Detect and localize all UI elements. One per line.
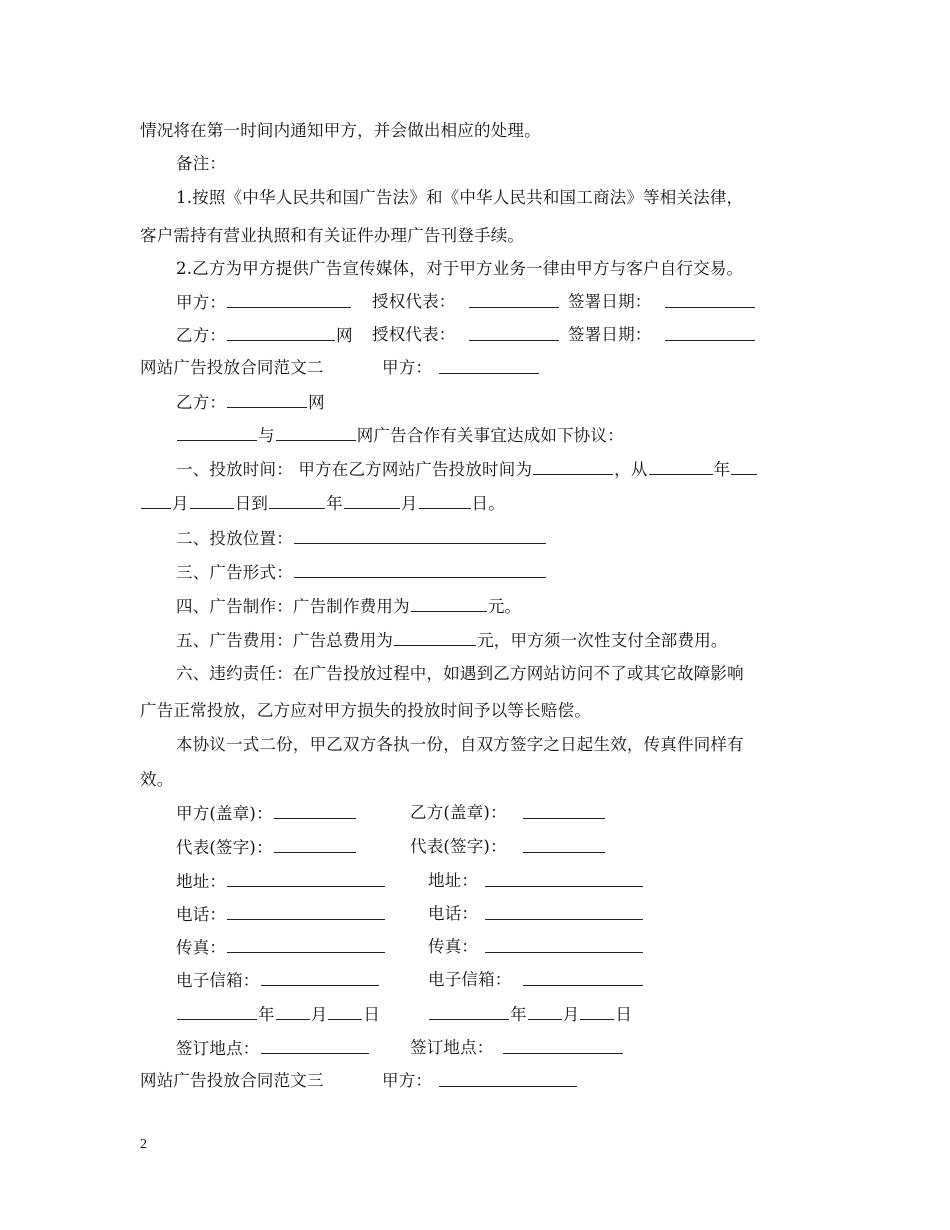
blank-field[interactable] — [649, 458, 713, 475]
label: 签署日期： — [568, 325, 652, 344]
label: 电话： — [176, 905, 227, 924]
production-row — [176, 595, 812, 618]
label: 年 — [713, 460, 731, 479]
blank-field[interactable] — [419, 492, 471, 509]
placement-row — [176, 527, 812, 550]
blank-field[interactable] — [276, 424, 356, 441]
blank-field[interactable] — [274, 836, 356, 853]
label: 五、广告费用：广告总费用为 — [176, 631, 394, 650]
blank-field[interactable] — [731, 458, 757, 475]
label: 甲方： — [382, 1071, 433, 1090]
blank-field[interactable] — [294, 527, 546, 544]
label: 地址： — [176, 872, 227, 891]
paragraph-line: 1.按照《中华人民共和国广告法》和《中华人民共和国工商法》等相关法律， — [176, 188, 744, 207]
blank-field[interactable] — [227, 391, 307, 408]
paragraph-line: 本协议一式二份，甲乙双方各执一份，自双方签字之日起生效，传真件同样有 — [176, 735, 744, 754]
page-number: 2 — [140, 1137, 147, 1152]
blank-field[interactable] — [269, 492, 325, 509]
label: 网 — [308, 393, 325, 412]
ad-format-row — [176, 561, 812, 584]
label: 签订地点： — [176, 1039, 260, 1058]
blank-field[interactable] — [485, 903, 643, 920]
label: 签订地点： — [410, 1038, 494, 1057]
label: ，从 — [614, 460, 648, 479]
blank-field[interactable] — [227, 936, 385, 953]
blank-field[interactable] — [528, 1003, 562, 1020]
paragraph-line: 情况将在第一时间内通知甲方，并会做出相应的处理。 — [140, 121, 541, 140]
label: 网 — [336, 326, 353, 345]
label: 乙方(盖章)： — [410, 803, 507, 822]
label: 月 — [400, 494, 418, 513]
sign-place-row — [176, 1037, 812, 1060]
paragraph-line: 客户需持有营业执照和有关证件办理广告刊登手续。 — [140, 226, 525, 245]
blank-field[interactable] — [665, 324, 755, 341]
term-time-row-cont — [140, 492, 812, 515]
label: 日 — [363, 1005, 381, 1024]
label: 元。 — [487, 597, 522, 616]
label: 甲方(盖章)： — [176, 804, 273, 823]
label: 电子信箱： — [428, 970, 512, 989]
fax-row — [176, 936, 812, 959]
blank-field[interactable] — [227, 903, 385, 920]
label: 元，甲方须一次性支付全部费用。 — [477, 631, 728, 650]
label: 代表(签字)： — [176, 838, 273, 857]
blank-field[interactable] — [469, 324, 559, 341]
label: 月 — [562, 1005, 580, 1024]
blank-field[interactable] — [503, 1037, 623, 1054]
label: 授权代表： — [372, 325, 456, 344]
label: 月 — [310, 1005, 328, 1024]
blank-field[interactable] — [665, 291, 755, 308]
blank-field[interactable] — [227, 291, 351, 308]
blank-field[interactable] — [580, 1003, 614, 1020]
label: 网广告合作有关事宜达成如下协议： — [356, 426, 624, 445]
paragraph-line: 广告正常投放，乙方应对甲方损失的投放时间予以等长赔偿。 — [140, 701, 591, 720]
blank-field[interactable] — [411, 595, 487, 612]
label: 二、投放位置： — [176, 529, 293, 548]
label: 四、广告制作：广告制作费用为 — [176, 597, 410, 616]
blank-field[interactable] — [394, 629, 476, 646]
paragraph-line: 2.乙方为甲方提供广告宣传媒体，对于甲方业务一律由甲方与客户自行交易。 — [176, 259, 744, 278]
blank-field[interactable] — [261, 969, 379, 986]
label: 签署日期： — [568, 292, 652, 311]
blank-field[interactable] — [485, 870, 643, 887]
label: 三、广告形式： — [176, 563, 293, 582]
blank-field[interactable] — [227, 324, 335, 341]
fee-row — [176, 629, 812, 652]
blank-field[interactable] — [177, 424, 257, 441]
blank-field[interactable] — [190, 492, 234, 509]
blank-field[interactable] — [227, 870, 385, 887]
blank-field[interactable] — [523, 836, 605, 853]
paragraph-line: 六、违约责任：在广告投放过程中，如遇到乙方网站访问不了或其它故障影响 — [176, 664, 744, 683]
blank-field[interactable] — [141, 492, 171, 509]
date-row — [176, 1003, 812, 1026]
label: 与 — [258, 426, 275, 445]
agreement-intro-row — [176, 424, 812, 447]
blank-field[interactable] — [177, 1003, 257, 1020]
label: 月 — [172, 494, 189, 513]
party-b-row — [176, 391, 812, 414]
blank-field[interactable] — [294, 561, 546, 578]
blank-field[interactable] — [274, 802, 356, 819]
email-row — [176, 969, 812, 992]
section-title-row — [140, 357, 812, 379]
label: 日 — [615, 1005, 633, 1024]
section-title: 网站广告投放合同范文二 — [140, 358, 324, 377]
address-row — [176, 870, 812, 893]
blank-field[interactable] — [485, 936, 643, 953]
term-time-row — [176, 458, 812, 481]
section-title-row — [140, 1070, 812, 1092]
label: 乙方： — [176, 393, 227, 412]
rep-row — [176, 836, 812, 859]
blank-field[interactable] — [429, 1003, 509, 1020]
blank-field[interactable] — [439, 1070, 577, 1087]
label: 乙方： — [176, 326, 227, 345]
label: 年 — [510, 1005, 527, 1024]
blank-field[interactable] — [523, 802, 605, 819]
label: 年 — [258, 1005, 275, 1024]
party-a-signature-row — [176, 291, 812, 314]
blank-field[interactable] — [276, 1003, 310, 1020]
phone-row — [176, 903, 812, 926]
label: 传真： — [428, 937, 479, 956]
label: 传真： — [176, 938, 227, 957]
label: 日。 — [471, 494, 505, 513]
label: 甲方： — [176, 293, 227, 312]
label: 电子信箱： — [176, 971, 260, 990]
label: 电话： — [428, 904, 479, 923]
party-b-signature-row — [176, 324, 812, 347]
blank-field[interactable] — [523, 969, 643, 986]
label: 年 — [326, 494, 343, 513]
blank-field[interactable] — [469, 291, 559, 308]
blank-field[interactable] — [533, 458, 613, 475]
note-heading: 备注： — [176, 154, 227, 173]
label: 一、投放时间： 甲方在乙方网站广告投放时间为 — [176, 460, 533, 479]
label: 授权代表： — [372, 292, 456, 311]
seal-row — [176, 802, 812, 825]
blank-field[interactable] — [328, 1003, 362, 1020]
label: 代表(签字)： — [410, 837, 507, 856]
section-title: 网站广告投放合同范文三 — [140, 1071, 324, 1090]
blank-field[interactable] — [261, 1037, 369, 1054]
paragraph-line: 效。 — [140, 770, 174, 789]
blank-field[interactable] — [344, 492, 400, 509]
blank-field[interactable] — [439, 357, 539, 374]
label: 甲方： — [382, 358, 433, 377]
label: 地址： — [428, 871, 479, 890]
label: 日到 — [234, 494, 269, 513]
